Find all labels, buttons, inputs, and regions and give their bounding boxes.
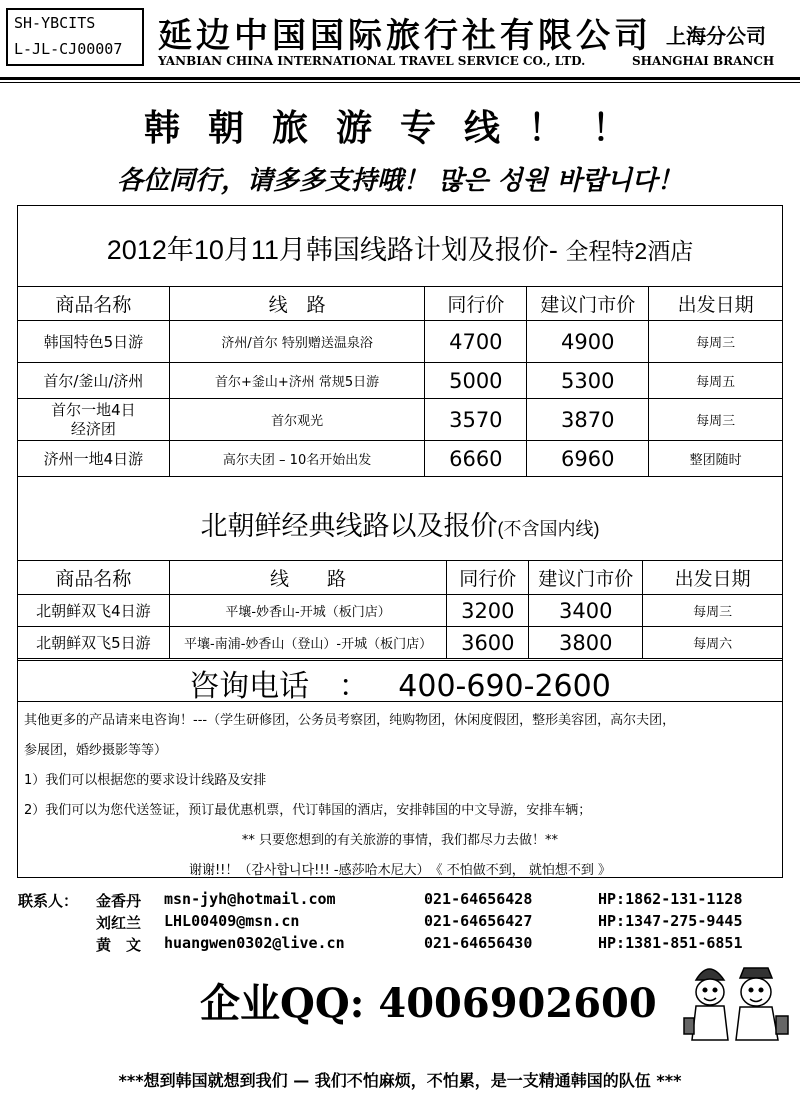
col-header-trade-price: 同行价 xyxy=(425,287,527,321)
contacts xyxy=(18,890,798,956)
trade-price: 6660 xyxy=(425,441,527,477)
table-row xyxy=(18,321,783,363)
license-line-2: L-JL-CJ00007 xyxy=(14,40,123,58)
note-line-centered: 谢谢!!！（감사합니다!!! -感莎哈木尼大） 《 不怕做不到， 就怕想不到 》 xyxy=(188,863,612,878)
col-header-departure: 出发日期 xyxy=(649,287,783,321)
contact-tel: 021-64656427 xyxy=(424,912,533,930)
retail-price: 3870 xyxy=(527,399,649,441)
departure-day: 每周三 xyxy=(649,399,783,441)
korea-title xyxy=(17,228,783,267)
trade-price: 3200 xyxy=(447,595,529,627)
route: 首尔观光 xyxy=(169,399,425,441)
contacts-label: 联系人： xyxy=(18,892,79,910)
north-price-table xyxy=(17,560,783,659)
departure-day: 每周三 xyxy=(649,321,783,363)
col-header-trade-price: 同行价 xyxy=(447,561,529,595)
note-line: 参展团，婚纱摄影等等） xyxy=(24,743,168,758)
contact-tel: 021-64656430 xyxy=(424,934,533,952)
north-title-main: 北朝鲜经典线路以及报价 xyxy=(200,511,498,541)
north-title-suffix: (不含国内线) xyxy=(497,519,600,539)
contact-tel: 021-64656428 xyxy=(424,890,533,908)
korea-title-suffix: 全程特2酒店 xyxy=(565,238,694,264)
contact-row xyxy=(18,912,798,934)
letterhead xyxy=(0,0,800,80)
col-header-route: 线 路 xyxy=(169,287,425,321)
footer-slogan: ***想到韩国就想到我们 — 我们不怕麻烦，不怕累，是一支精通韩国的队伍 *** xyxy=(118,1071,682,1090)
mascot-illustration-icon xyxy=(676,960,792,1046)
contact-row xyxy=(18,934,798,956)
col-header-retail-price: 建议门市价 xyxy=(527,287,649,321)
trade-price: 5000 xyxy=(425,363,527,399)
retail-price: 6960 xyxy=(527,441,649,477)
table-row xyxy=(18,363,783,399)
contact-name: 黄 文 xyxy=(96,936,142,954)
note-line: 2）我们可以为您代送签证，预订最优惠机票，代订韩国的酒店，安排韩国的中文导游，安排车辆； xyxy=(24,803,592,818)
table-header-row xyxy=(18,287,783,321)
product-name: 首尔一地4日 经济团 xyxy=(18,399,170,441)
notes xyxy=(24,706,776,886)
product-name: 韩国特色5日游 xyxy=(18,321,170,363)
col-header-retail-price: 建议门市价 xyxy=(529,561,643,595)
contact-email[interactable]: LHL00409@msn.cn xyxy=(164,912,300,930)
contact-mobile: HP:1347-275-9445 xyxy=(598,912,743,930)
branch-name-cn: 上海分公司 xyxy=(666,24,766,48)
license-box xyxy=(6,8,144,66)
phone-separator: ： xyxy=(338,669,369,704)
company-name-en: YANBIAN CHINA INTERNATIONAL TRAVEL SERVICE CO., LTD. xyxy=(158,54,586,68)
retail-price: 4900 xyxy=(527,321,649,363)
contact-email[interactable]: msn-jyh@hotmail.com xyxy=(164,890,336,908)
route: 平壤-南浦-妙香山（登山）-开城（板门店） xyxy=(169,627,447,659)
retail-price: 3400 xyxy=(529,595,643,627)
contact-name: 刘红兰 xyxy=(96,914,142,932)
table-header-row xyxy=(18,561,783,595)
route: 首尔+釜山+济州 常规5日游 xyxy=(169,363,425,399)
departure-day: 每周六 xyxy=(643,627,783,659)
departure-day: 整团随时 xyxy=(649,441,783,477)
phone-number: 400-690-2600 xyxy=(398,669,611,704)
company-qq: 企业QQ: 4006902600 xyxy=(200,980,657,1027)
retail-price: 5300 xyxy=(527,363,649,399)
product-name: 首尔/釜山/济州 xyxy=(18,363,170,399)
contact-name: 金香丹 xyxy=(96,892,142,910)
col-header-departure: 出发日期 xyxy=(643,561,783,595)
route: 济州/首尔 特别赠送温泉浴 xyxy=(169,321,425,363)
contact-mobile: HP:1862-131-1128 xyxy=(598,890,743,908)
note-line: 其他更多的产品请来电咨询！---（学生研修团，公务员考察团，纯购物团，休闲度假团，整形美容团，高尔夫团， xyxy=(24,713,676,728)
contact-email[interactable]: huangwen0302@live.cn xyxy=(164,934,345,952)
route: 平壤-妙香山-开城（板门店） xyxy=(169,595,447,627)
header-rule xyxy=(0,77,800,80)
product-name: 济州一地4日游 xyxy=(18,441,170,477)
col-header-route: 线 路 xyxy=(169,561,447,595)
table-row xyxy=(18,399,783,441)
table-row xyxy=(18,627,783,659)
table-row xyxy=(18,595,783,627)
note-line-centered: ** 只要您想到的有关旅游的事情，我们都尽力去做！** xyxy=(241,833,559,848)
trade-price: 4700 xyxy=(425,321,527,363)
slogan: 各位同行，请多多支持哦！ 많은 성원 바랍니다！ xyxy=(116,166,684,196)
license-line-1: SH-YBCITS xyxy=(14,14,96,32)
north-title xyxy=(17,504,783,543)
korea-price-table xyxy=(17,286,783,477)
col-header-product: 商品名称 xyxy=(18,561,170,595)
table-row xyxy=(18,441,783,477)
headline: 韩朝旅游专线！！ xyxy=(143,108,656,149)
note-line: 1）我们可以根据您的要求设计线路及安排 xyxy=(24,773,267,788)
contact-mobile: HP:1381-851-6851 xyxy=(598,934,743,952)
departure-day: 每周三 xyxy=(643,595,783,627)
header-rule-thin xyxy=(0,82,800,83)
branch-name-en: SHANGHAI BRANCH xyxy=(632,54,775,68)
product-name: 北朝鲜双飞5日游 xyxy=(18,627,170,659)
trade-price: 3600 xyxy=(447,627,529,659)
product-name: 北朝鲜双飞4日游 xyxy=(18,595,170,627)
company-name-cn: 延边中国国际旅行社有限公司 xyxy=(158,16,652,56)
route: 高尔夫团 – 10名开始出发 xyxy=(169,441,425,477)
col-header-product: 商品名称 xyxy=(18,287,170,321)
consult-phone xyxy=(17,660,783,702)
phone-label: 咨询电话 xyxy=(189,669,310,704)
retail-price: 3800 xyxy=(529,627,643,659)
korea-title-main: 2012年10月11月韩国线路计划及报价- xyxy=(106,235,558,265)
contact-row xyxy=(18,890,798,912)
departure-day: 每周五 xyxy=(649,363,783,399)
trade-price: 3570 xyxy=(425,399,527,441)
